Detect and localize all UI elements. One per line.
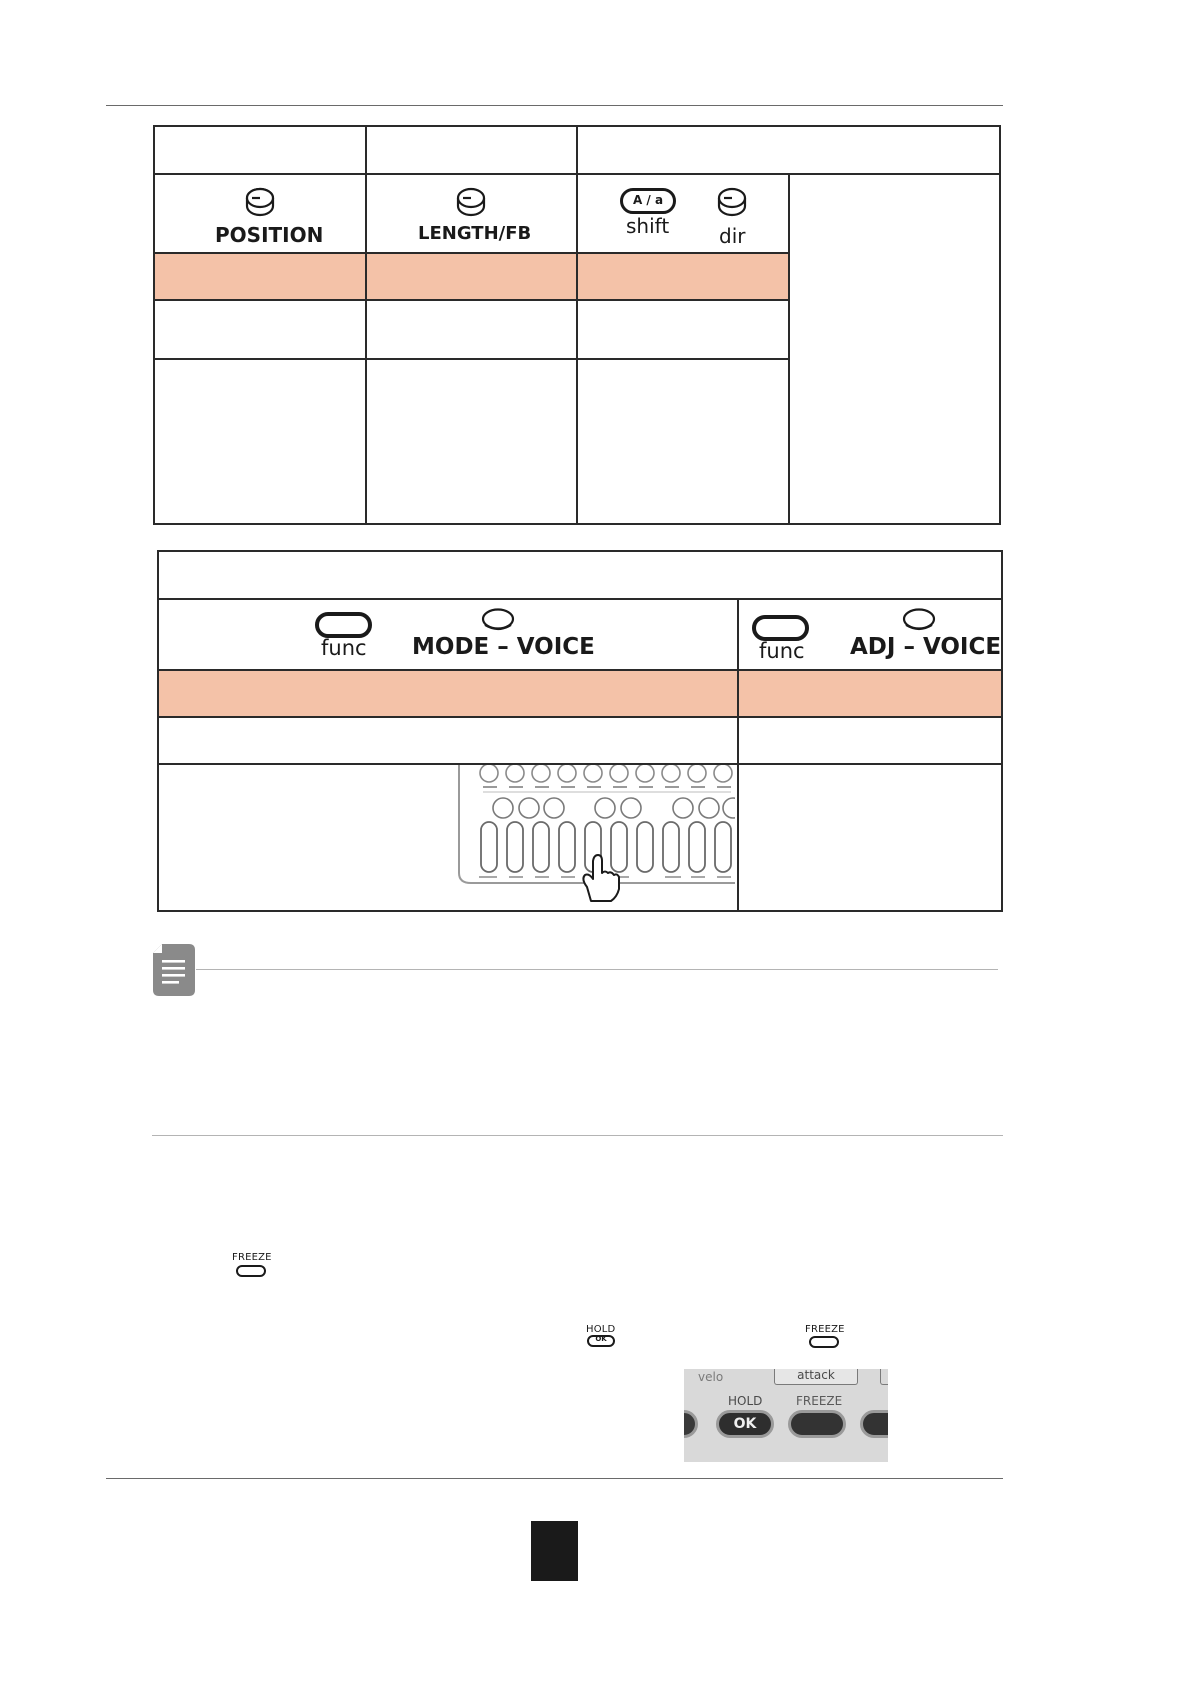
table-line <box>157 598 1003 600</box>
func-label: func <box>759 639 805 663</box>
footer-rule <box>106 1478 1003 1479</box>
panel-right-button <box>860 1410 888 1438</box>
mode-voice-label: MODE – VOICE <box>412 634 595 660</box>
panel-freeze-button <box>788 1410 846 1438</box>
table-line <box>788 173 790 525</box>
hold-ok-text: OK <box>595 1335 607 1343</box>
panel-left-button <box>684 1410 698 1438</box>
panel-freeze-label: FREEZE <box>796 1394 843 1408</box>
hold-caption: HOLD <box>586 1324 616 1335</box>
adj-voice-label: ADJ – VOICE <box>850 634 1002 660</box>
table-line <box>157 716 1003 718</box>
freeze-button-icon <box>236 1265 266 1277</box>
func-label: func <box>321 636 367 660</box>
length-knob-icon <box>455 186 487 218</box>
length-fb-label: LENGTH/FB <box>418 223 532 244</box>
note-document-icon <box>152 943 196 997</box>
page-number-box <box>531 1521 578 1581</box>
table-line <box>157 669 1003 671</box>
table-line <box>153 299 789 301</box>
panel-edge-tab <box>880 1369 888 1385</box>
note-rule <box>196 969 998 970</box>
panel-ok-text: OK <box>733 1416 757 1432</box>
hold-freeze-panel-photo <box>684 1369 888 1462</box>
freeze-button-icon <box>809 1336 839 1348</box>
position-knob-icon <box>244 186 276 218</box>
panel-hold-label: HOLD <box>728 1394 763 1408</box>
table-line <box>153 252 789 254</box>
shift-key-icon <box>620 188 676 214</box>
func-button-icon <box>315 612 372 638</box>
func-button-icon <box>752 615 809 641</box>
dir-knob-icon <box>716 186 748 218</box>
freeze-caption: FREEZE <box>805 1324 845 1335</box>
attack-tab <box>774 1369 858 1385</box>
shift-key-text: A / a <box>632 193 664 207</box>
hold-ok-button-icon <box>587 1335 615 1347</box>
position-label: POSITION <box>215 223 324 247</box>
adj-voice-knob-icon <box>902 608 936 634</box>
device-pads-illustration <box>447 765 735 905</box>
section-rule <box>152 1135 1003 1136</box>
table-line <box>737 598 739 912</box>
table-line <box>153 358 789 360</box>
table-line <box>576 125 578 525</box>
attack-label: attack <box>797 1369 835 1382</box>
mode-voice-knob-icon <box>481 608 515 634</box>
table-line <box>365 125 367 525</box>
freeze-caption: FREEZE <box>232 1252 272 1263</box>
panel-hold-ok-button <box>716 1410 774 1438</box>
shift-label: shift <box>626 214 670 238</box>
header-rule <box>106 105 1003 106</box>
velo-label: velo <box>698 1370 724 1384</box>
dir-label: dir <box>719 224 746 248</box>
